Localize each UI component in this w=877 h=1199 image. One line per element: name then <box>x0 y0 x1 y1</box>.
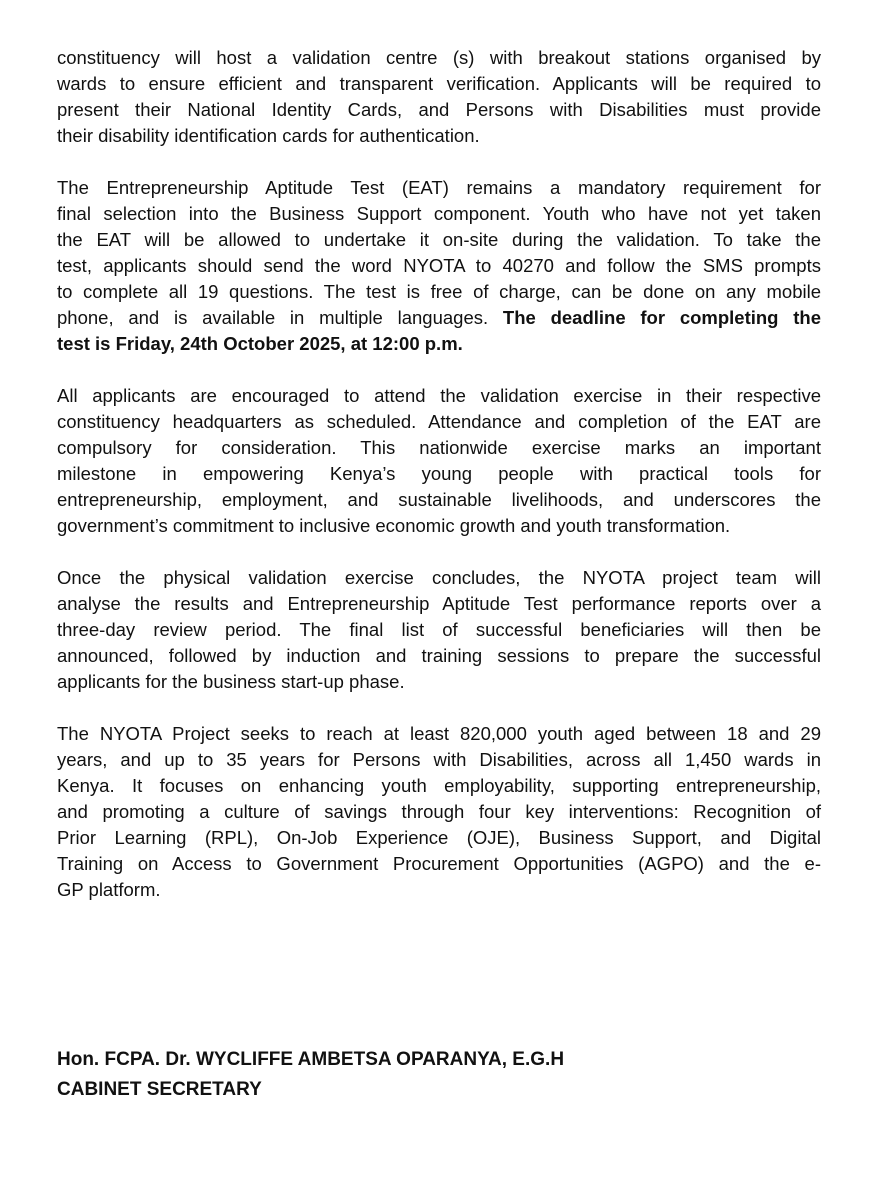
text-line: the EAT will be allowed to undertake it on-site during the validation. To take the <box>57 229 821 250</box>
paragraph-project-overview <box>57 721 821 903</box>
text-line: GP platform. <box>57 879 161 900</box>
text-line: Training on Access to Government Procurement Opportunities (AGPO) and the e- <box>57 853 821 874</box>
document-body <box>57 45 821 929</box>
text-line: announced, followed by induction and training sessions to prepare the successful <box>57 645 821 666</box>
text-line: years, and up to 35 years for Persons with Disabilities, across all 1,450 wards in <box>57 749 821 770</box>
text-line: wards to ensure efficient and transparent verification. Applicants will be required to <box>57 73 821 94</box>
text-line: government’s commitment to inclusive economic growth and youth transformation. <box>57 515 731 536</box>
deadline-text: test is Friday, 24th October 2025, at 12:00 p.m. <box>57 333 463 354</box>
text-line <box>57 305 821 331</box>
text-line: constituency will host a validation centre (s) with breakout stations organised by <box>57 47 821 68</box>
text-line: and promoting a culture of savings through four key interventions: Recognition of <box>57 801 821 822</box>
text-normal: phone, and is available in multiple languages. <box>57 307 503 328</box>
paragraph-validation-centres <box>57 45 821 149</box>
text-line: compulsory for consideration. This nationwide exercise marks an important <box>57 437 821 458</box>
signatory-title: CABINET SECRETARY <box>57 1079 262 1100</box>
paragraph-review <box>57 565 821 695</box>
text-line: milestone in empowering Kenya’s young people with practical tools for <box>57 463 821 484</box>
text-line: three-day review period. The final list of successful beneficiaries will then be <box>57 619 821 640</box>
text-line: Once the physical validation exercise concludes, the NYOTA project team will <box>57 567 821 588</box>
paragraph-attendance <box>57 383 821 539</box>
text-line: to complete all 19 questions. The test is free of charge, can be done on any mobile <box>57 281 821 302</box>
signature-block <box>57 1045 564 1105</box>
text-line: test, applicants should send the word NYOTA to 40270 and follow the SMS prompts <box>57 255 821 276</box>
text-line: Kenya. It focuses on enhancing youth employability, supporting entrepreneurship, <box>57 775 821 796</box>
signatory-name: Hon. FCPA. Dr. WYCLIFFE AMBETSA OPARANYA, E.G.H <box>57 1049 565 1070</box>
text-line: Prior Learning (RPL), On-Job Experience (OJE), Business Support, and Digital <box>57 827 821 848</box>
text-line: analyse the results and Entrepreneurship Aptitude Test performance reports over a <box>57 593 821 614</box>
text-line <box>57 331 821 357</box>
text-line: constituency headquarters as scheduled. Attendance and completion of the EAT are <box>57 411 821 432</box>
text-line: final selection into the Business Support component. Youth who have not yet taken <box>57 203 821 224</box>
text-line: their disability identification cards for authentication. <box>57 125 480 146</box>
text-line: applicants for the business start-up phase. <box>57 671 405 692</box>
text-line: The Entrepreneurship Aptitude Test (EAT) remains a mandatory requirement for <box>57 177 821 198</box>
deadline-text: The deadline for completing the <box>502 307 822 328</box>
text-line: present their National Identity Cards, and Persons with Disabilities must provide <box>57 99 821 120</box>
text-line: entrepreneurship, employment, and sustainable livelihoods, and underscores the <box>57 489 821 510</box>
text-line: All applicants are encouraged to attend the validation exercise in their respective <box>57 385 821 406</box>
text-line: The NYOTA Project seeks to reach at least 820,000 youth aged between 18 and 29 <box>57 723 821 744</box>
paragraph-eat <box>57 175 821 357</box>
